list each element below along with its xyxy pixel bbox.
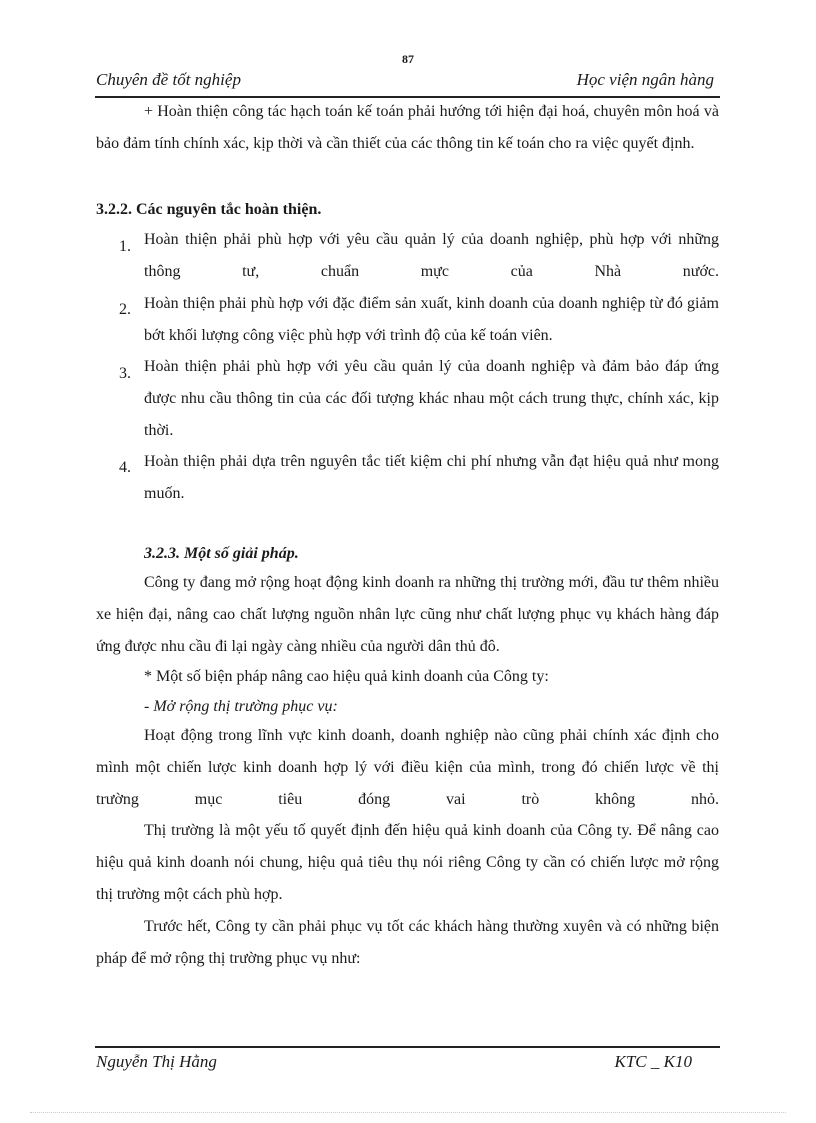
list-item-number: 1.: [119, 238, 131, 255]
list-item-text: Hoàn thiện phải phù hợp với yêu cầu quản lý của doanh nghiệp và đảm bảo đáp ứng được nhu cầu thông tin của các đối tượng khác nhau một cách trung thực, chính xác, kịp thời.: [144, 358, 719, 439]
sub-heading: Mở rộng thị trường phục vụ:: [153, 698, 338, 715]
footer-class: KTC _ K10: [614, 1052, 692, 1071]
sub-heading-line: [144, 698, 338, 716]
measures-line: * Một số biện pháp nâng cao hiệu quả kinh doanh của Công ty:: [144, 668, 549, 685]
paragraph: Hoạt động trong lĩnh vực kinh doanh, doanh nghiệp nào cũng phải chính xác định cho mình một chiến lược kinh doanh hợp lý với điều kiện của mình, trong đó chiến lược về thị trường mục tiêu đóng vai trò không nhỏ.: [96, 727, 719, 808]
footer-rule: [95, 1046, 720, 1048]
paragraph: Công ty đang mở rộng hoạt động kinh doanh ra những thị trường mới, đầu tư thêm nhiều xe hiện đại, nâng cao chất lượng nguồn nhân lực cũng như chất lượng phục vụ khách hàng đáp ứng được nhu cầu đi lại ngày càng nhiều của người dân thủ đô.: [96, 574, 719, 655]
list-item-text: Hoàn thiện phải phù hợp với đặc điểm sản xuất, kinh doanh của doanh nghiệp từ đó giảm bớt khối lượng công việc phù hợp với trình độ của kế toán viên.: [144, 295, 719, 344]
header-right-title: Học viện ngân hàng: [576, 70, 714, 89]
list-item-number: 4.: [119, 459, 131, 476]
list-item-text: Hoàn thiện phải dựa trên nguyên tắc tiết kiệm chi phí nhưng vẫn đạt hiệu quả như mong muốn.: [144, 453, 719, 502]
section-heading-3-2-2: 3.2.2. Các nguyên tắc hoàn thiện.: [96, 201, 322, 218]
list-item-text: Hoàn thiện phải phù hợp với yêu cầu quản lý của doanh nghiệp, phù hợp với những thông tư, chuẩn mực của Nhà nước.: [144, 231, 719, 280]
page-number: 87: [402, 52, 414, 66]
list-item-number: 2.: [119, 301, 131, 318]
paragraph: Thị trường là một yếu tố quyết định đến hiệu quả kinh doanh của Công ty. Để nâng cao hiệu quả kinh doanh nói chung, hiệu quả tiêu thụ nói riêng Công ty cần có chiến lược mở rộng thị trường một cách phù hợp.: [96, 822, 719, 903]
list-item-number: 3.: [119, 365, 131, 382]
intro-paragraph: + Hoàn thiện công tác hạch toán kế toán phải hướng tới hiện đại hoá, chuyên môn hoá và bảo đảm tính chính xác, kịp thời và cần thiết của các thông tin kế toán cho ra việc quyết định.: [96, 103, 719, 152]
paragraph: Trước hết, Công ty cần phải phục vụ tốt các khách hàng thường xuyên và có những biện pháp để mở rộng thị trường phục vụ như:: [96, 918, 719, 967]
footer-author: Nguyễn Thị Hằng: [96, 1052, 217, 1071]
dash-marker: -: [144, 698, 150, 715]
header-left-title: Chuyên đề tốt nghiệp: [96, 70, 241, 89]
page-edge-dotted-line: [30, 1112, 786, 1113]
section-heading-3-2-3: 3.2.3. Một số giải pháp.: [144, 545, 299, 562]
